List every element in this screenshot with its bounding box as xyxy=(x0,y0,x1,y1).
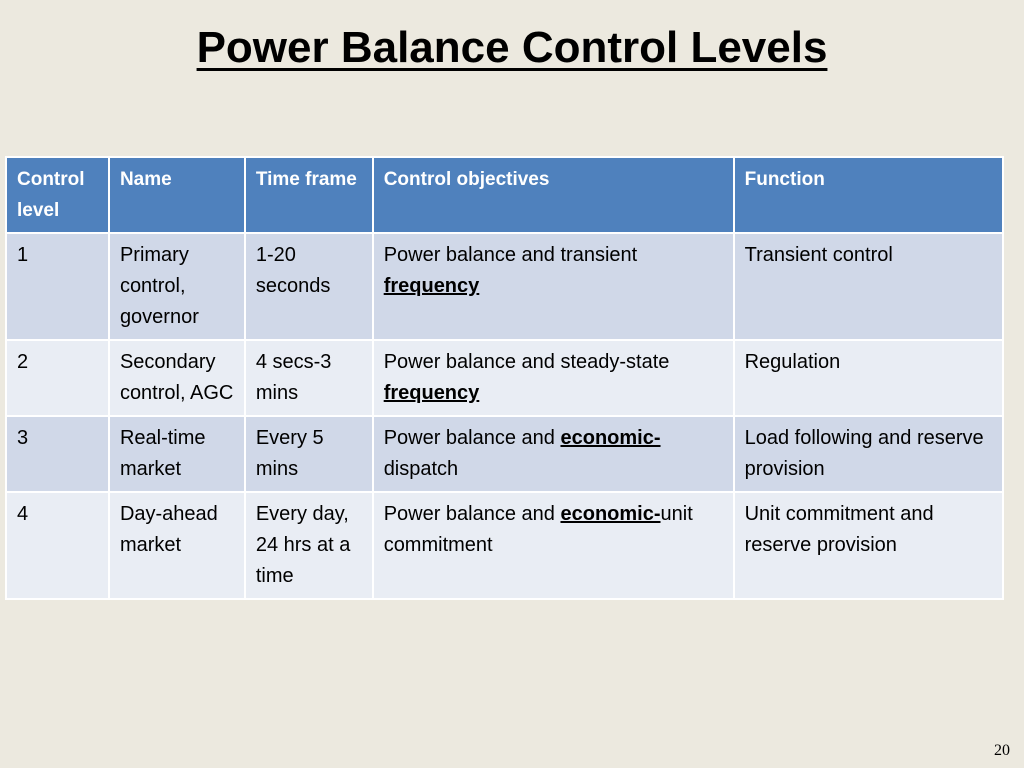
cell-control-level: 1 xyxy=(6,233,109,340)
header-control-objectives: Control objectives xyxy=(373,157,734,233)
page-number: 20 xyxy=(994,742,1010,759)
cell-control-level: 3 xyxy=(6,416,109,492)
header-time-frame: Time frame xyxy=(245,157,373,233)
objective-keyword: frequency xyxy=(383,382,480,404)
cell-control-objectives xyxy=(373,416,734,492)
slide-title-text: Power Balance Control Levels xyxy=(196,23,828,72)
cell-function: Load following and reserve provision xyxy=(734,416,1003,492)
objective-keyword: economic- xyxy=(560,427,661,449)
cell-name: Primary control, governor xyxy=(109,233,245,340)
cell-function: Unit commitment and reserve provision xyxy=(734,492,1003,599)
cell-function: Regulation xyxy=(734,340,1003,416)
objective-keyword: frequency xyxy=(383,275,480,297)
table-row xyxy=(6,340,1003,416)
cell-control-objectives xyxy=(373,233,734,340)
cell-control-objectives xyxy=(373,340,734,416)
objective-text-suffix: dispatch xyxy=(383,458,459,480)
table-row xyxy=(6,492,1003,599)
objective-text: Power balance and transient xyxy=(383,244,638,266)
cell-time-frame: Every day, 24 hrs at a time xyxy=(245,492,373,599)
header-name: Name xyxy=(109,157,245,233)
table-row xyxy=(6,416,1003,492)
cell-control-level: 2 xyxy=(6,340,109,416)
cell-time-frame: Every 5 mins xyxy=(245,416,373,492)
cell-time-frame: 4 secs-3 mins xyxy=(245,340,373,416)
header-function: Function xyxy=(734,157,1003,233)
cell-name: Secondary control, AGC xyxy=(109,340,245,416)
objective-keyword: economic- xyxy=(560,503,661,525)
objective-text: Power balance and xyxy=(383,503,561,525)
objective-text: Power balance and xyxy=(383,427,561,449)
cell-name: Day-ahead market xyxy=(109,492,245,599)
table-header-row xyxy=(6,157,1003,233)
cell-function: Transient control xyxy=(734,233,1003,340)
cell-control-level: 4 xyxy=(6,492,109,599)
control-levels-table xyxy=(5,156,1004,600)
objective-text: Power balance and steady-state xyxy=(383,351,670,373)
objective-text-suffix: unit commitment xyxy=(383,503,693,556)
cell-name: Real-time market xyxy=(109,416,245,492)
header-control-level: Control level xyxy=(6,157,109,233)
table-row xyxy=(6,233,1003,340)
cell-control-objectives xyxy=(373,492,734,599)
cell-time-frame: 1-20 seconds xyxy=(245,233,373,340)
slide-title xyxy=(0,18,1024,78)
